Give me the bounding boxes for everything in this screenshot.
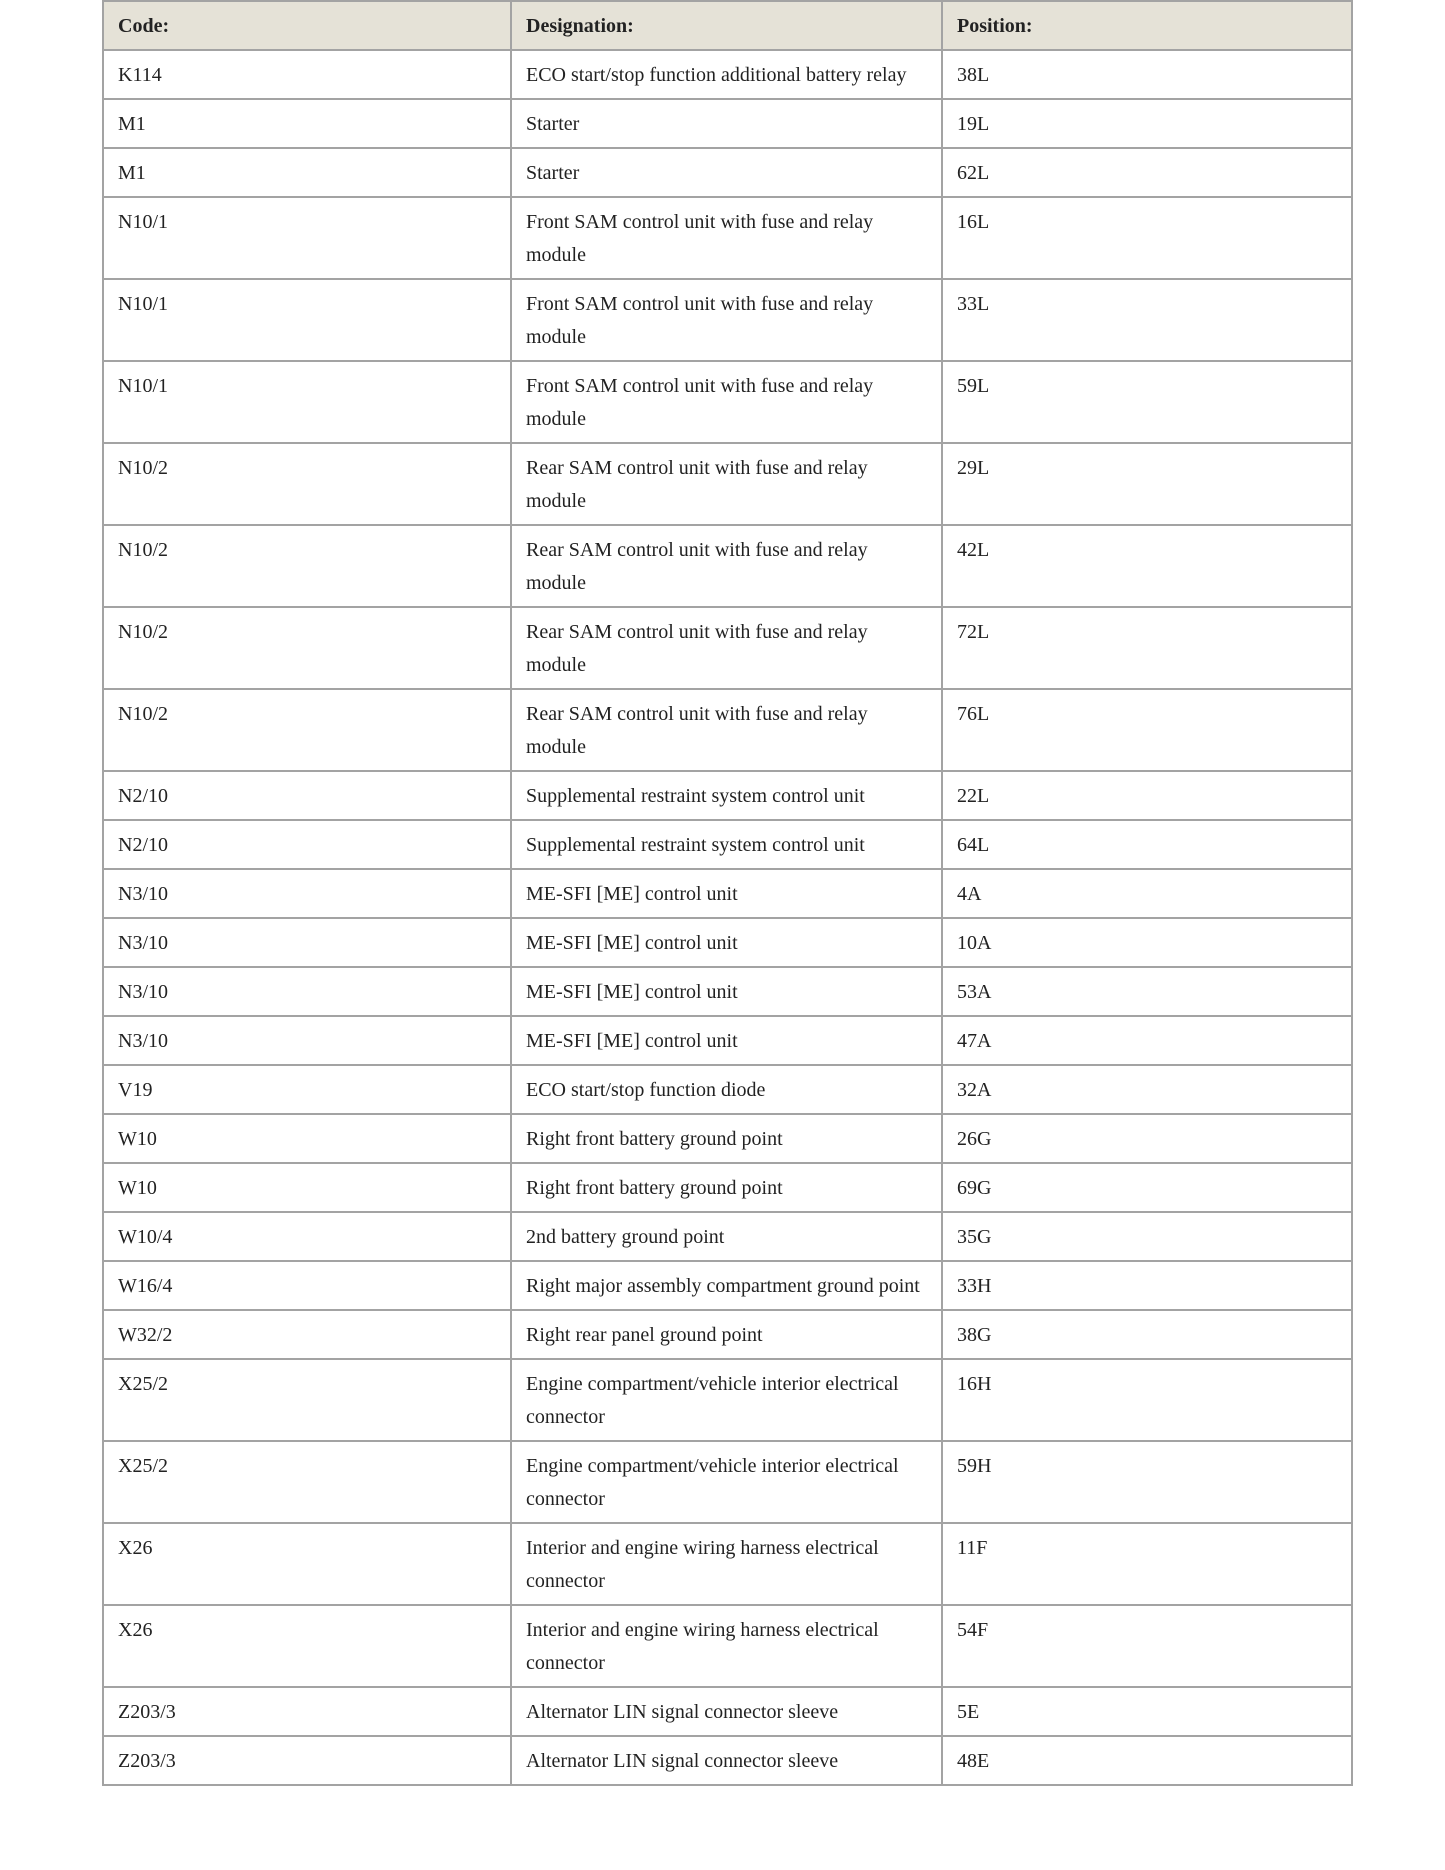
cell-designation: Starter bbox=[511, 99, 942, 148]
table-row bbox=[103, 967, 1352, 1016]
cell-position: 38L bbox=[942, 50, 1352, 99]
table-row bbox=[103, 1114, 1352, 1163]
table-row bbox=[103, 1163, 1352, 1212]
table-row bbox=[103, 1212, 1352, 1261]
cell-code: Z203/3 bbox=[103, 1736, 511, 1785]
cell-position: 54F bbox=[942, 1605, 1352, 1687]
cell-position: 16H bbox=[942, 1359, 1352, 1441]
cell-position: 64L bbox=[942, 820, 1352, 869]
header-designation: Designation: bbox=[511, 1, 942, 50]
cell-code: N3/10 bbox=[103, 967, 511, 1016]
cell-designation: Front SAM control unit with fuse and relay module bbox=[511, 361, 942, 443]
cell-code: X25/2 bbox=[103, 1359, 511, 1441]
table-row bbox=[103, 1687, 1352, 1736]
cell-designation: ME-SFI [ME] control unit bbox=[511, 918, 942, 967]
cell-designation: Alternator LIN signal connector sleeve bbox=[511, 1687, 942, 1736]
cell-code: N10/2 bbox=[103, 443, 511, 525]
header-code: Code: bbox=[103, 1, 511, 50]
table-row bbox=[103, 1016, 1352, 1065]
cell-designation: Interior and engine wiring harness electrical connector bbox=[511, 1605, 942, 1687]
table-body bbox=[103, 50, 1352, 1785]
cell-designation: Right major assembly compartment ground point bbox=[511, 1261, 942, 1310]
cell-code: N3/10 bbox=[103, 869, 511, 918]
cell-designation: Rear SAM control unit with fuse and relay module bbox=[511, 607, 942, 689]
cell-code: X26 bbox=[103, 1523, 511, 1605]
table-row bbox=[103, 148, 1352, 197]
cell-designation: Supplemental restraint system control unit bbox=[511, 771, 942, 820]
component-legend-table bbox=[102, 0, 1353, 1786]
cell-position: 62L bbox=[942, 148, 1352, 197]
cell-designation: Alternator LIN signal connector sleeve bbox=[511, 1736, 942, 1785]
table-row bbox=[103, 50, 1352, 99]
table-row bbox=[103, 443, 1352, 525]
table-row bbox=[103, 1310, 1352, 1359]
cell-code: Z203/3 bbox=[103, 1687, 511, 1736]
table-row bbox=[103, 197, 1352, 279]
cell-code: N3/10 bbox=[103, 918, 511, 967]
table-header bbox=[103, 1, 1352, 50]
header-position: Position: bbox=[942, 1, 1352, 50]
cell-code: N10/2 bbox=[103, 607, 511, 689]
cell-designation: Right rear panel ground point bbox=[511, 1310, 942, 1359]
cell-code: N2/10 bbox=[103, 820, 511, 869]
cell-code: N10/1 bbox=[103, 361, 511, 443]
cell-position: 32A bbox=[942, 1065, 1352, 1114]
cell-designation: Rear SAM control unit with fuse and relay module bbox=[511, 689, 942, 771]
cell-code: X25/2 bbox=[103, 1441, 511, 1523]
cell-designation: Right front battery ground point bbox=[511, 1114, 942, 1163]
cell-code: W10 bbox=[103, 1114, 511, 1163]
cell-position: 5E bbox=[942, 1687, 1352, 1736]
cell-designation: Engine compartment/vehicle interior electrical connector bbox=[511, 1441, 942, 1523]
table-row bbox=[103, 525, 1352, 607]
cell-designation: Rear SAM control unit with fuse and relay module bbox=[511, 525, 942, 607]
cell-position: 47A bbox=[942, 1016, 1352, 1065]
table-row bbox=[103, 1441, 1352, 1523]
cell-position: 4A bbox=[942, 869, 1352, 918]
cell-position: 33L bbox=[942, 279, 1352, 361]
table-row bbox=[103, 1736, 1352, 1785]
cell-position: 35G bbox=[942, 1212, 1352, 1261]
cell-position: 53A bbox=[942, 967, 1352, 1016]
cell-position: 29L bbox=[942, 443, 1352, 525]
cell-code: N10/1 bbox=[103, 279, 511, 361]
cell-designation: Front SAM control unit with fuse and relay module bbox=[511, 279, 942, 361]
cell-code: N10/2 bbox=[103, 689, 511, 771]
cell-code: W32/2 bbox=[103, 1310, 511, 1359]
cell-designation: Right front battery ground point bbox=[511, 1163, 942, 1212]
cell-position: 11F bbox=[942, 1523, 1352, 1605]
table-row bbox=[103, 361, 1352, 443]
cell-code: N10/1 bbox=[103, 197, 511, 279]
cell-position: 26G bbox=[942, 1114, 1352, 1163]
table-row bbox=[103, 279, 1352, 361]
table-row bbox=[103, 869, 1352, 918]
cell-code: N10/2 bbox=[103, 525, 511, 607]
cell-position: 42L bbox=[942, 525, 1352, 607]
cell-position: 33H bbox=[942, 1261, 1352, 1310]
cell-position: 10A bbox=[942, 918, 1352, 967]
cell-position: 72L bbox=[942, 607, 1352, 689]
cell-designation: ECO start/stop function additional battery relay bbox=[511, 50, 942, 99]
cell-designation: ME-SFI [ME] control unit bbox=[511, 967, 942, 1016]
cell-code: W10/4 bbox=[103, 1212, 511, 1261]
cell-designation: ME-SFI [ME] control unit bbox=[511, 869, 942, 918]
cell-designation: Front SAM control unit with fuse and relay module bbox=[511, 197, 942, 279]
cell-designation: Supplemental restraint system control unit bbox=[511, 820, 942, 869]
cell-designation: Engine compartment/vehicle interior electrical connector bbox=[511, 1359, 942, 1441]
table-row bbox=[103, 1261, 1352, 1310]
table-row bbox=[103, 1523, 1352, 1605]
header-row bbox=[103, 1, 1352, 50]
cell-designation: Rear SAM control unit with fuse and relay module bbox=[511, 443, 942, 525]
table-row bbox=[103, 820, 1352, 869]
cell-position: 19L bbox=[942, 99, 1352, 148]
table-row bbox=[103, 99, 1352, 148]
cell-designation: Starter bbox=[511, 148, 942, 197]
table-row bbox=[103, 689, 1352, 771]
cell-designation: 2nd battery ground point bbox=[511, 1212, 942, 1261]
cell-code: V19 bbox=[103, 1065, 511, 1114]
cell-position: 59L bbox=[942, 361, 1352, 443]
table-row bbox=[103, 1605, 1352, 1687]
table-row bbox=[103, 1359, 1352, 1441]
table-row bbox=[103, 1065, 1352, 1114]
cell-position: 16L bbox=[942, 197, 1352, 279]
cell-code: N2/10 bbox=[103, 771, 511, 820]
table-row bbox=[103, 918, 1352, 967]
cell-designation: ECO start/stop function diode bbox=[511, 1065, 942, 1114]
cell-designation: ME-SFI [ME] control unit bbox=[511, 1016, 942, 1065]
table-row bbox=[103, 607, 1352, 689]
cell-code: W10 bbox=[103, 1163, 511, 1212]
cell-designation: Interior and engine wiring harness electrical connector bbox=[511, 1523, 942, 1605]
cell-position: 59H bbox=[942, 1441, 1352, 1523]
cell-position: 22L bbox=[942, 771, 1352, 820]
cell-code: M1 bbox=[103, 99, 511, 148]
cell-code: N3/10 bbox=[103, 1016, 511, 1065]
table-row bbox=[103, 771, 1352, 820]
cell-position: 38G bbox=[942, 1310, 1352, 1359]
cell-position: 48E bbox=[942, 1736, 1352, 1785]
cell-position: 76L bbox=[942, 689, 1352, 771]
cell-code: M1 bbox=[103, 148, 511, 197]
cell-code: W16/4 bbox=[103, 1261, 511, 1310]
cell-code: K114 bbox=[103, 50, 511, 99]
cell-position: 69G bbox=[942, 1163, 1352, 1212]
cell-code: X26 bbox=[103, 1605, 511, 1687]
